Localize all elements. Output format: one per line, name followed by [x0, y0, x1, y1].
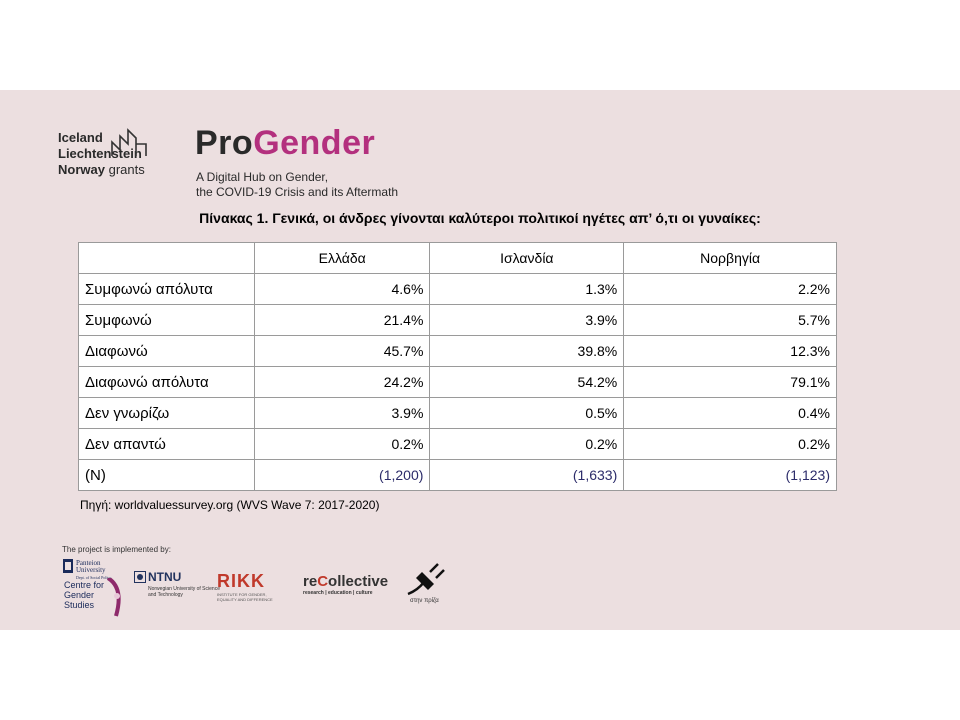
recollective-part-b: C [317, 573, 329, 590]
table-row [79, 429, 837, 460]
cell-value: 2.2% [624, 274, 837, 305]
panteion-line-3: Dept. of Social Policy [76, 575, 112, 580]
implemented-by-label: The project is implemented by: [62, 545, 171, 554]
cell-value: 0.2% [255, 429, 430, 460]
progender-title-pro: Pro [195, 124, 254, 162]
column-header-iceland: Ισλανδία [430, 243, 624, 274]
cgs-emblem-icon [106, 578, 126, 618]
cell-value: 5.7% [624, 305, 837, 336]
plug-icon [404, 560, 448, 598]
plug-caption: στην πρίζα [410, 598, 439, 604]
recollective-part-a: re [303, 573, 318, 590]
table-row [79, 305, 837, 336]
cell-value: 4.6% [255, 274, 430, 305]
recollective-name [303, 573, 388, 590]
cell-value: (1,200) [255, 460, 430, 491]
subtitle-line-2: the COVID-19 Crisis and its Aftermath [196, 185, 399, 199]
eea-mark-icon [110, 128, 150, 158]
cell-value: 21.4% [255, 305, 430, 336]
panteion-cgs-logo [62, 558, 126, 620]
column-header-greece: Ελλάδα [255, 243, 430, 274]
ntnu-subtitle: Norwegian University of Science and Technology [148, 586, 220, 598]
cell-value: 0.5% [430, 398, 624, 429]
recollective-logo [303, 573, 388, 596]
cell-value: 12.3% [624, 336, 837, 367]
subtitle-line-1: A Digital Hub on Gender, [196, 170, 329, 184]
source-note: Πηγή: worldvaluessurvey.org (WVS Wave 7: 2017-2020) [80, 498, 380, 512]
cell-value: 45.7% [255, 336, 430, 367]
row-label: (N) [79, 460, 255, 491]
slide [0, 90, 960, 630]
table-row [79, 367, 837, 398]
rikk-subtitle: INSTITUTE FOR GENDER, EQUALITY AND DIFFERENCE [217, 592, 273, 602]
column-header-norway: Νορβηγία [624, 243, 837, 274]
cell-value: 3.9% [255, 398, 430, 429]
progender-title-gender: Gender [253, 124, 376, 162]
table-row [79, 336, 837, 367]
row-label: Συμφωνώ [79, 305, 255, 336]
recollective-part-c: ollective [328, 573, 389, 590]
eea-line-norway [58, 162, 145, 178]
header-empty-cell [79, 243, 255, 274]
cell-value: 54.2% [430, 367, 624, 398]
row-label: Διαφωνώ [79, 336, 255, 367]
table-header-row [79, 243, 837, 274]
table-row [79, 274, 837, 305]
row-label: Δεν γνωρίζω [79, 398, 255, 429]
ntnu-mark-icon [134, 571, 146, 583]
ntnu-name: NTNU [148, 570, 182, 584]
eea-line-liechtenstein: Liechtenstein [58, 146, 142, 161]
panteion-crest-icon [62, 558, 74, 574]
cell-value: (1,633) [430, 460, 624, 491]
eea-line-iceland: Iceland [58, 130, 103, 145]
stin-priza-logo [404, 560, 448, 603]
recollective-subtitle: research | education | culture [303, 590, 373, 596]
cell-value: 79.1% [624, 367, 837, 398]
rikk-logo [217, 571, 277, 602]
cell-value: 24.2% [255, 367, 430, 398]
cell-value: 3.9% [430, 305, 624, 336]
table-title: Πίνακας 1. Γενικά, οι άνδρες γίνονται καλύτεροι πολιτικοί ηγέτες απ’ ό,τι οι γυναίκες: [199, 210, 761, 226]
table-row-n [79, 460, 837, 491]
rikk-name: RIKK [217, 571, 265, 591]
cell-value: 1.3% [430, 274, 624, 305]
row-label: Διαφωνώ απόλυτα [79, 367, 255, 398]
cell-value: 39.8% [430, 336, 624, 367]
eea-norway: Norway [58, 162, 105, 177]
table-row [79, 398, 837, 429]
cell-value: 0.2% [624, 429, 837, 460]
cell-value: 0.2% [430, 429, 624, 460]
row-label: Δεν απαντώ [79, 429, 255, 460]
progender-subtitle [196, 170, 398, 200]
panteion-line-2: University [76, 566, 106, 574]
cgs-name: Centre for Gender Studies [64, 580, 105, 610]
progender-title [195, 124, 375, 163]
cell-value: 0.4% [624, 398, 837, 429]
cell-value: (1,123) [624, 460, 837, 491]
data-table [78, 242, 837, 491]
panteion-line-1: Panteion [76, 559, 101, 567]
eea-grants-suffix: grants [108, 162, 145, 177]
row-label: Συμφωνώ απόλυτα [79, 274, 255, 305]
